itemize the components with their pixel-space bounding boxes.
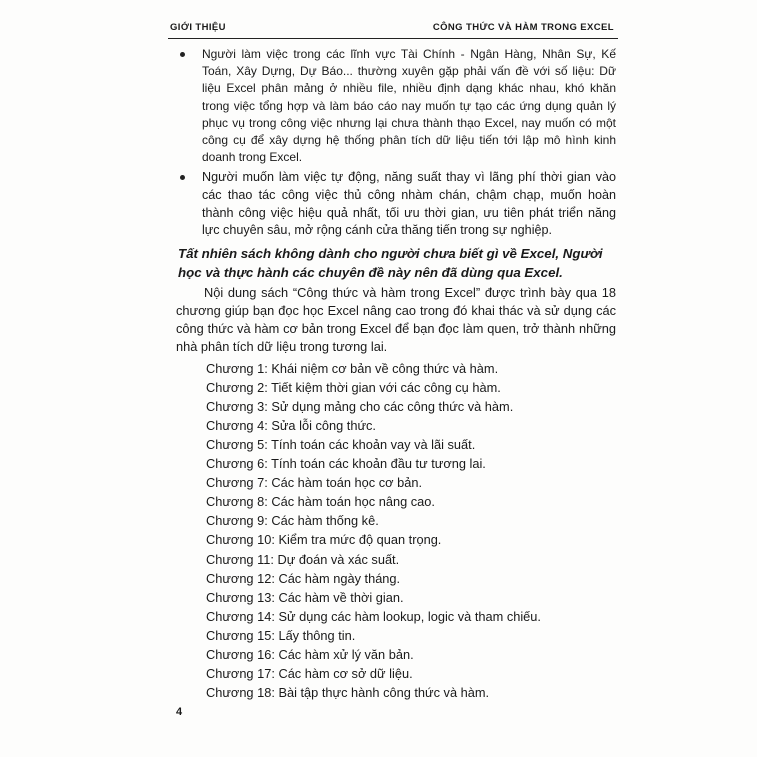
- chapter-item: Chương 2: Tiết kiệm thời gian với các công cụ hàm.: [206, 379, 501, 395]
- bullet-text: Người muốn làm việc tự động, năng suất thay vì lãng phí thời gian vào các thao tác công việc thủ công nhàm chán, chậm chạp, muốn hoàn thành công việc hiệu quả nhất, tối ưu thời gian, ưu tiên phát triển năng lực chuyên sâu, mở rộng cánh cửa thăng tiến trong sự nghiệp.: [202, 170, 616, 238]
- intro-paragraph: Nội dung sách “Công thức và hàm trong Excel” được trình bày qua 18 chương giúp bạn đọc học Excel nâng cao trong đó khai thác và sử dụng các công thức và hàm cơ bản trong Excel để bạn đọc làm quen, trở thành những nhà phân tích dữ liệu trong tương lai.: [176, 284, 616, 355]
- page-content: [176, 46, 616, 702]
- chapter-item: Chương 11: Dự đoán và xác suất.: [206, 551, 400, 567]
- bullet-item: [176, 46, 616, 166]
- chapter-item: Chương 9: Các hàm thống kê.: [206, 513, 379, 529]
- chapter-item: Chương 15: Lấy thông tin.: [206, 627, 356, 643]
- chapter-item: Chương 8: Các hàm toán học nâng cao.: [206, 494, 435, 510]
- chapter-item: Chương 4: Sửa lỗi công thức.: [206, 417, 376, 433]
- chapter-item: Chương 13: Các hàm về thời gian.: [206, 589, 404, 605]
- chapter-item: Chương 6: Tính toán các khoản đầu tư tương lai.: [206, 456, 486, 472]
- emphasis-note: Tất nhiên sách không dành cho người chưa biết gì về Excel, Người học và thực hành các chuyên đề này nên đã dùng qua Excel.: [178, 245, 603, 280]
- chapter-item: Chương 17: Các hàm cơ sở dữ liệu.: [206, 666, 413, 682]
- page-number: 4: [176, 706, 183, 718]
- chapter-item: Chương 5: Tính toán các khoản vay và lãi suất.: [206, 436, 476, 452]
- running-header: [168, 18, 618, 39]
- chapter-item: Chương 1: Khái niệm cơ bản về công thức và hàm.: [206, 360, 499, 376]
- chapter-item: Chương 18: Bài tập thực hành công thức và hàm.: [206, 685, 490, 701]
- bullet-dot-icon: [180, 175, 185, 180]
- book-title: CÔNG THỨC VÀ HÀM TRONG EXCEL: [432, 22, 614, 33]
- bullet-dot-icon: [180, 52, 185, 57]
- bullet-text: Người làm việc trong các lĩnh vực Tài Chính - Ngân Hàng, Nhân Sự, Kế Toán, Xây Dựng, Dự Báo... thường xuyên gặp phải vấn đề với số liệu: Dữ liệu Excel phân mảng ở nhiều file, nhiều định dạng khác nhau, khó khăn trong việc tổng hợp và làm báo cáo nay muốn tự tạo các ứng dụng quản lý phục vụ trong công việc nhưng lại chưa thành thạo Excel, nay muốn có một công cụ để xây dựng hệ thống phân tích dữ liệu tiến tới lập mô hình kinh doanh trong Excel.: [202, 47, 616, 165]
- chapter-item: Chương 7: Các hàm toán học cơ bản.: [206, 475, 422, 491]
- section-title: GIỚI THIỆU: [170, 22, 226, 33]
- chapter-list: [176, 359, 616, 703]
- chapter-item: Chương 16: Các hàm xử lý văn bản.: [206, 647, 414, 663]
- chapter-item: Chương 14: Sử dụng các hàm lookup, logic và tham chiếu.: [206, 608, 541, 624]
- chapter-item: Chương 10: Kiểm tra mức độ quan trọng.: [206, 532, 442, 548]
- bullet-item: [176, 169, 616, 239]
- chapter-item: Chương 3: Sử dụng mảng cho các công thức và hàm.: [206, 398, 514, 414]
- chapter-item: Chương 12: Các hàm ngày tháng.: [206, 570, 401, 586]
